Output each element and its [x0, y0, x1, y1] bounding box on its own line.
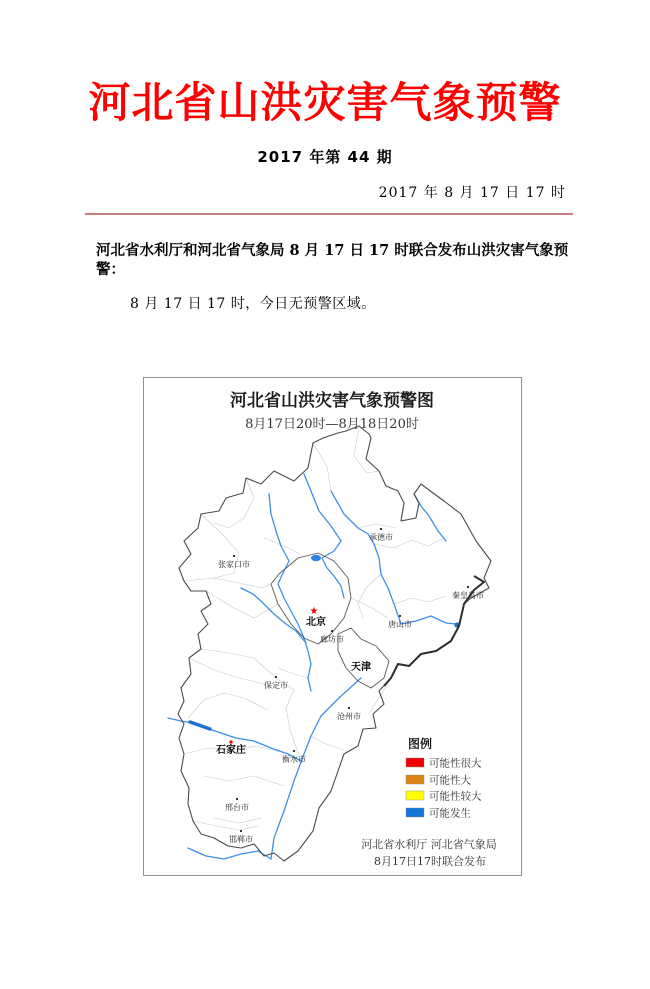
- city-label-langfang: 廊坊市: [320, 635, 344, 644]
- publish-date: 2017 年 8 月 17 日 17 时: [378, 185, 566, 201]
- legend-swatch-yellow: [406, 791, 424, 800]
- issue-number: 2017 年第 44 期: [257, 148, 393, 166]
- legend-label-orange: 可能性大: [429, 774, 471, 787]
- city-label-beijing: 北京: [306, 617, 326, 628]
- city-label-cangzhou: 沧州市: [337, 712, 361, 721]
- city-label-tangshan: 唐山市: [388, 620, 412, 629]
- hebei-map-figure: [144, 378, 521, 875]
- city-label-qinhuangdao: 秦皇岛市: [452, 591, 484, 600]
- map-subtitle: 8月17日20时—8月18日20时: [245, 417, 419, 432]
- map-attribution-time: 8月17日17时联合发布: [374, 855, 486, 868]
- legend-swatch-blue: [406, 808, 424, 817]
- city-label-tianjin: 天津: [351, 662, 371, 673]
- tianjin-boundary: [338, 628, 389, 688]
- legend-label-blue: 可能发生: [429, 807, 471, 820]
- city-label-baoding: 保定市: [264, 681, 288, 690]
- legend-title: 图例: [408, 737, 433, 751]
- header-rule-divider: [85, 213, 573, 215]
- shijiazhuang-dot-icon: [229, 740, 232, 743]
- map-title: 河北省山洪灾害气象预警图: [230, 391, 434, 411]
- map-legend: [406, 736, 482, 820]
- rivers: [168, 474, 460, 859]
- page-title: 河北省山洪灾害气象预警: [88, 78, 562, 127]
- legend-swatch-orange: [406, 775, 424, 784]
- city-label-chengde: 承德市: [369, 533, 393, 542]
- city-label-xingtai: 邢台市: [225, 803, 249, 812]
- warning-map: [143, 377, 522, 876]
- reservoir: [190, 722, 210, 729]
- city-label-handan: 邯郸市: [229, 835, 253, 844]
- lake: [311, 555, 321, 561]
- lead-paragraph: 河北省水利厅和河北省气象局 8 月 17 日 17 时联合发布山洪灾害气象预警：: [96, 242, 569, 278]
- map-attribution-agencies: 河北省水利厅 河北省气象局: [361, 838, 497, 851]
- city-label-shijiazhuang: 石家庄: [216, 745, 246, 756]
- legend-swatch-red: [406, 758, 424, 767]
- beijing-boundary: [271, 553, 351, 644]
- body-paragraph: 8 月 17 日 17 时，今日无预警区域。: [130, 295, 376, 312]
- legend-label-yellow: 可能性较大: [429, 790, 482, 803]
- city-label-hengshui: 衡水市: [282, 755, 306, 764]
- city-label-zhangjiakou: 张家口市: [218, 560, 250, 569]
- legend-label-red: 可能性很大: [429, 757, 482, 770]
- beijing-star-icon: ★: [309, 606, 319, 617]
